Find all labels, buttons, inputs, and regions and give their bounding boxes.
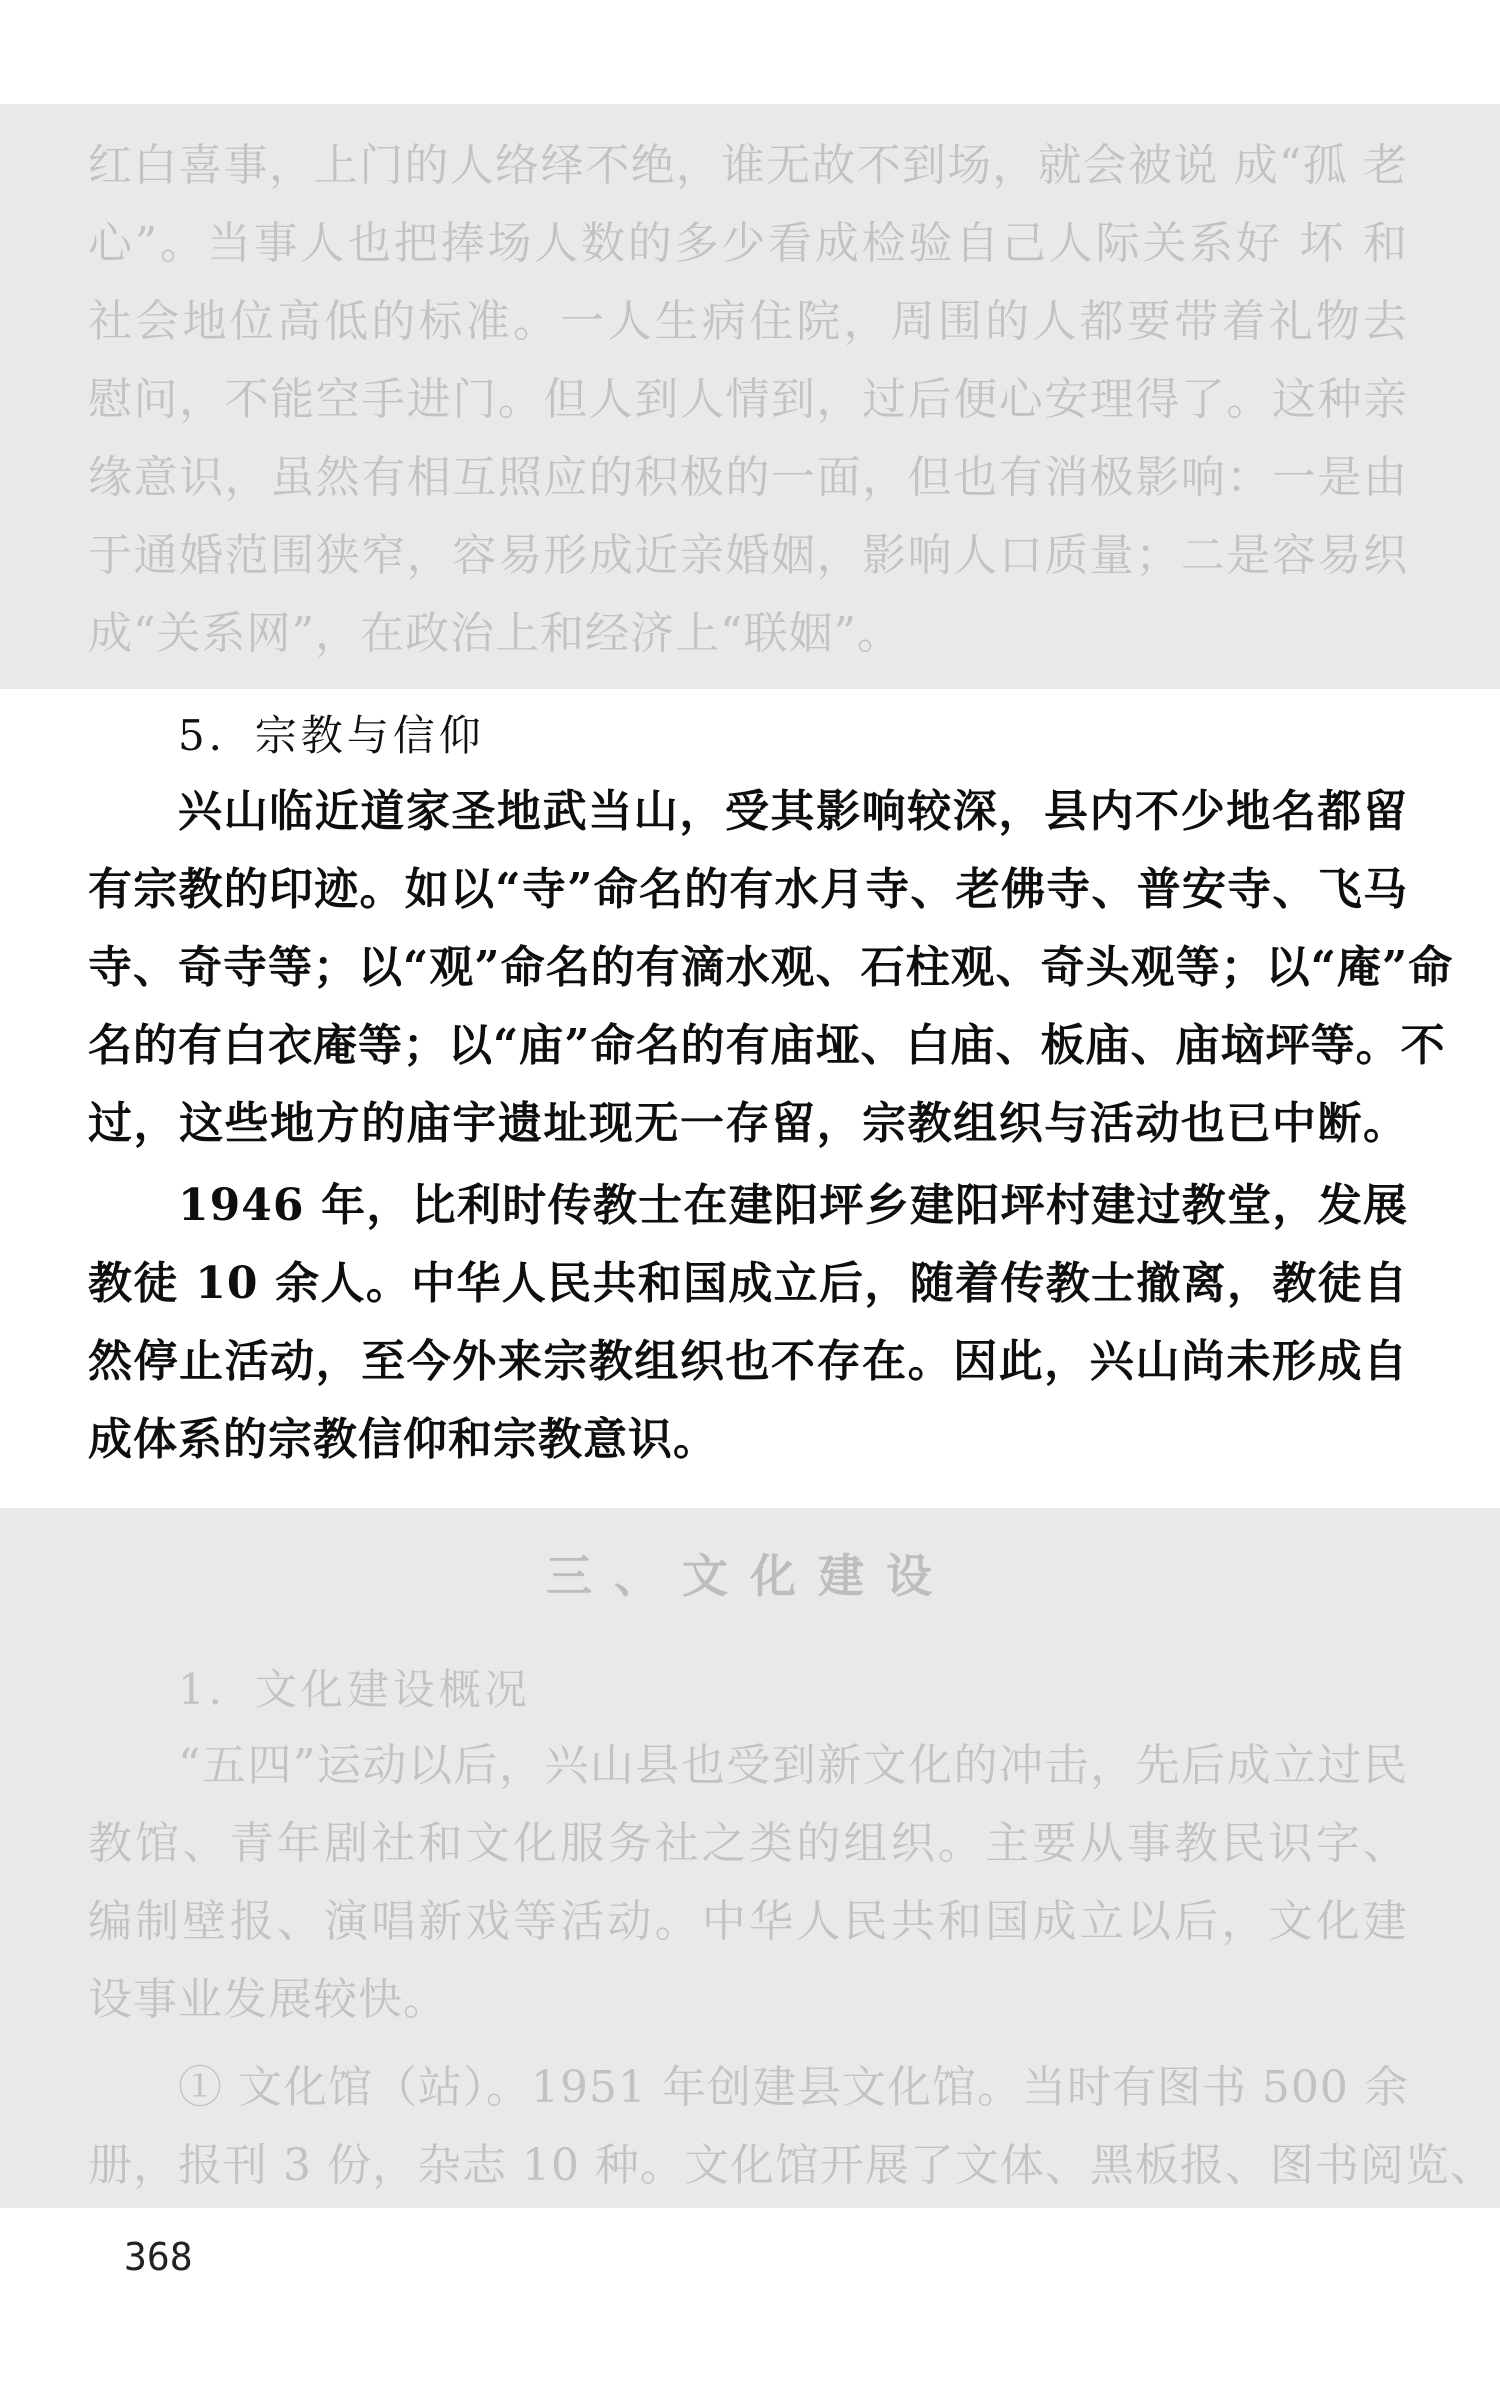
text-line: 于通婚范围狭窄，容易形成近亲婚姻，影响人口质量；二是容易织 xyxy=(88,530,1408,581)
text-line: ① 文化馆（站）。1951 年创建县文化馆。当时有图书 500 余 xyxy=(178,2062,1409,2113)
text-line: “五四”运动以后，兴山县也受到新文化的冲击，先后成立过民 xyxy=(178,1740,1408,1791)
text-line: 册，报刊 3 份，杂志 10 种。文化馆开展了文体、黑板报、图书阅览、 xyxy=(88,2140,1495,2191)
text-line: 名的有白衣庵等；以“庙”命名的有庙垭、白庙、板庙、庙垴坪等。不 xyxy=(88,1020,1446,1071)
text-line: 过，这些地方的庙宇遗址现无一存留，宗教组织与活动也已中断。 xyxy=(88,1098,1408,1149)
text-line: 编制壁报、演唱新戏等活动。中华人民共和国成立以后，文化建 xyxy=(88,1896,1408,1947)
page-number: 368 xyxy=(124,2235,193,2279)
text-line: 心”。当事人也把捧场人数的多少看成检验自己人际关系好 坏 和 xyxy=(88,218,1408,269)
text-line: 红白喜事，上门的人络绎不绝，谁无故不到场，就会被说 成“孤 老 xyxy=(88,140,1408,191)
section-title-culture: 三、文化建设 xyxy=(546,1549,954,1603)
text-line: 有宗教的印迹。如以“寺”命名的有水月寺、老佛寺、普安寺、飞马 xyxy=(88,864,1408,915)
text-line: 慰问，不能空手进门。但人到人情到，过后便心安理得了。这种亲 xyxy=(88,374,1408,425)
text-line: 然停止活动，至今外来宗教组织也不存在。因此，兴山尚未形成自 xyxy=(88,1336,1408,1387)
text-line: 寺、奇寺等；以“观”命名的有滴水观、石柱观、奇头观等；以“庵”命 xyxy=(88,942,1454,993)
text-line: 缘意识，虽然有相互照应的积极的一面，但也有消极影响：一是由 xyxy=(88,452,1408,503)
text-line: 教徒 10 余人。中华人民共和国成立后，随着传教士撤离，教徒自 xyxy=(88,1258,1408,1309)
text-line: 成体系的宗教信仰和宗教意识。 xyxy=(88,1414,718,1465)
text-line: 成“关系网”，在政治上和经济上“联姻”。 xyxy=(88,608,902,659)
text-line: 1946 年，比利时传教士在建阳坪乡建阳坪村建过教堂，发展 xyxy=(178,1180,1408,1231)
section-heading-religion: 5．宗教与信仰 xyxy=(178,711,485,760)
text-line: 兴山临近道家圣地武当山，受其影响较深，县内不少地名都留 xyxy=(178,786,1408,837)
text-line: 社会地位高低的标准。一人生病住院，周围的人都要带着礼物去 xyxy=(88,296,1408,347)
subheading-culture-overview: 1．文化建设概况 xyxy=(178,1665,531,1714)
text-line: 设事业发展较快。 xyxy=(88,1974,448,2025)
text-line: 教馆、青年剧社和文化服务社之类的组织。主要从事教民识字、 xyxy=(88,1818,1408,1869)
